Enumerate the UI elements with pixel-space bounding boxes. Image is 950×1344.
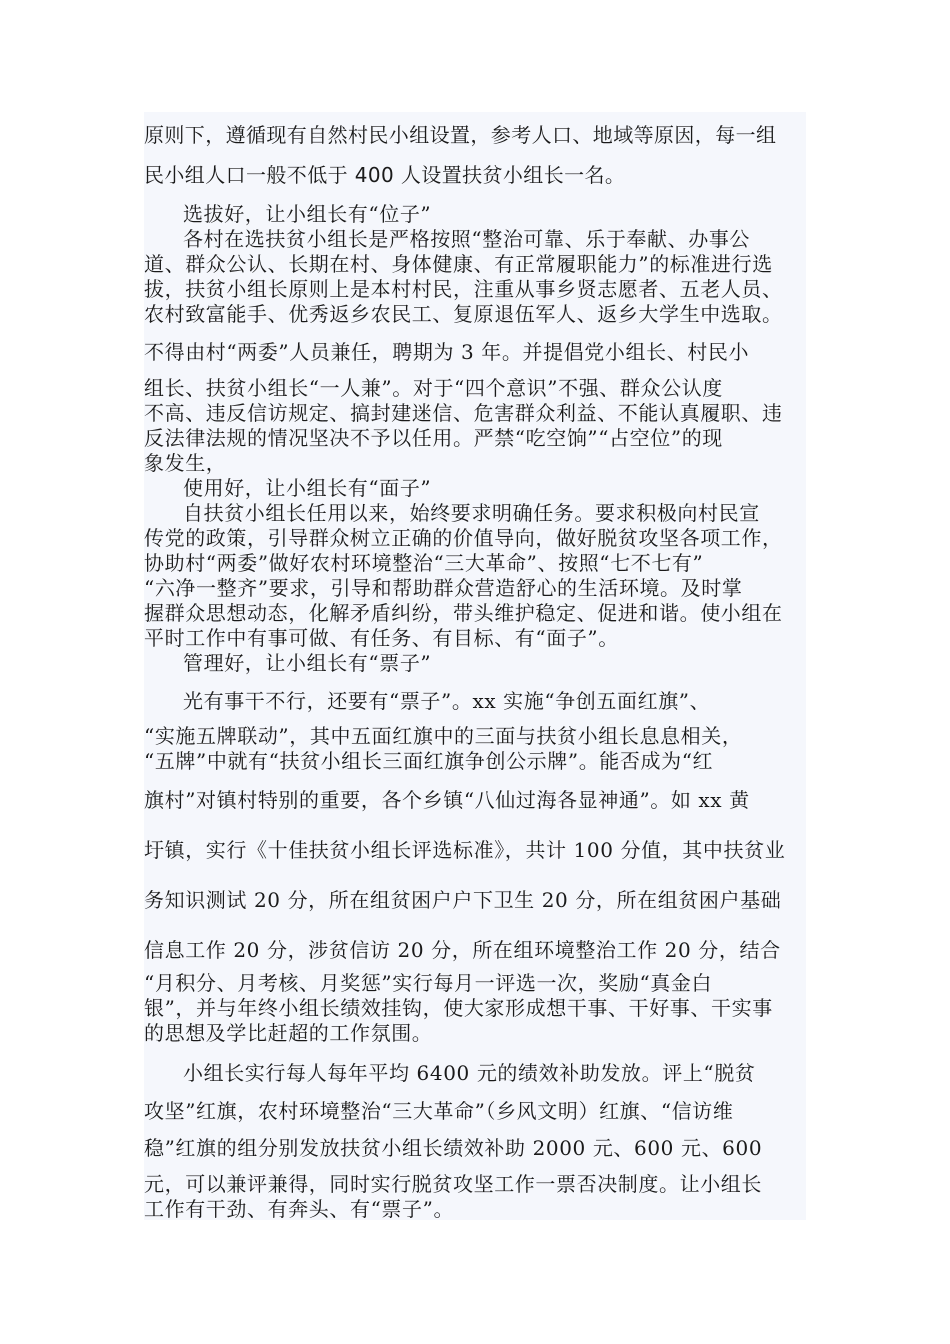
text-line: 原则下，遵循现有自然村民小组设置，参考人口、地域等原因，每一组	[144, 123, 777, 147]
text-line: 拔，扶贫小组长原则上是本村村民，注重从事乡贤志愿者、五老人员、	[144, 277, 783, 301]
text-line: 圩镇，实行《十佳扶贫小组长评选标准》，共计 100 分值，其中扶贫业	[144, 838, 786, 862]
text-line: 反法律法规的情况坚决不予以任用。严禁“吃空饷”“占空位”的现	[144, 426, 723, 450]
section-heading: 使用好，让小组长有“面子”	[183, 476, 432, 500]
text-line: “六净一整齐”要求，引导和帮助群众营造舒心的生活环境。及时掌	[144, 576, 743, 600]
text-line: 各村在选扶贫小组长是严格按照“整治可靠、乐于奉献、办事公	[183, 227, 751, 251]
text-line: 协助村“两委”做好农村环境整治“三大革命”、按照“七不七有”	[144, 551, 704, 575]
section-heading: 管理好，让小组长有“票子”	[183, 651, 432, 675]
text-line: 银”，并与年终小组长绩效挂钩，使大家形成想干事、干好事、干实事	[144, 996, 773, 1020]
text-line: 握群众思想动态，化解矛盾纠纷，带头维护稳定、促进和谐。使小组在	[144, 601, 783, 625]
text-line: 稳”红旗的组分别发放扶贫小组长绩效补助 2000 元、600 元、600	[144, 1136, 763, 1160]
text-line: 组长、扶贫小组长“一人兼”。对于“四个意识”不强、群众公认度	[144, 376, 723, 400]
text-line: 信息工作 20 分，涉贫信访 20 分，所在组环境整治工作 20 分，结合	[144, 938, 781, 962]
text-line: “实施五牌联动”，其中五面红旗中的三面与扶贫小组长息息相关，	[144, 724, 743, 748]
text-line: 象发生，	[144, 451, 227, 475]
text-line: 务知识测试 20 分，所在组贫困户户下卫生 20 分，所在组贫困户基础	[144, 888, 782, 912]
text-line: 平时工作中有事可做、有任务、有目标、有“面子”。	[144, 626, 619, 650]
text-line: 不高、违反信访规定、搞封建迷信、危害群众利益、不能认真履职、违	[144, 401, 783, 425]
text-line: “月积分、月考核、月奖惩”实行每月一评选一次，奖励“真金白	[144, 971, 713, 995]
section-heading: 选拔好，让小组长有“位子”	[183, 202, 432, 226]
text-line: 元，可以兼评兼得，同时实行脱贫攻坚工作一票否决制度。让小组长	[144, 1172, 762, 1196]
text-line: 的思想及学比赶超的工作氛围。	[144, 1021, 433, 1045]
text-line: “五牌”中就有“扶贫小组长三面红旗争创公示牌”。能否成为“红	[144, 749, 714, 773]
text-line: 光有事干不行，还要有“票子”。xx 实施“争创五面红旗”、	[183, 689, 711, 713]
text-line: 攻坚”红旗，农村环境整治“三大革命”（乡风文明）红旗、“信访维	[144, 1099, 734, 1123]
text-line: 自扶贫小组长任用以来，始终要求明确任务。要求积极向村民宣	[183, 501, 760, 525]
text-line: 不得由村“两委”人员兼任，聘期为 3 年。并提倡党小组长、村民小	[144, 340, 750, 364]
text-line: 工作有干劲、有奔头、有“票子”。	[144, 1197, 455, 1221]
text-line: 民小组人口一般不低于 400 人设置扶贫小组长一名。	[144, 163, 626, 187]
text-line: 道、群众公认、长期在村、身体健康、有正常履职能力”的标准进行选	[144, 252, 773, 276]
text-line: 农村致富能手、优秀返乡农民工、复原退伍军人、返乡大学生中选取。	[144, 302, 783, 326]
text-line: 小组长实行每人每年平均 6400 元的绩效补助发放。评上“脱贫	[183, 1061, 756, 1085]
text-line: 旗村”对镇村特别的重要，各个乡镇“八仙过海各显神通”。如 xx 黄	[144, 788, 750, 812]
text-line: 传党的政策，引导群众树立正确的价值导向，做好脱贫攻坚各项工作，	[144, 526, 783, 550]
